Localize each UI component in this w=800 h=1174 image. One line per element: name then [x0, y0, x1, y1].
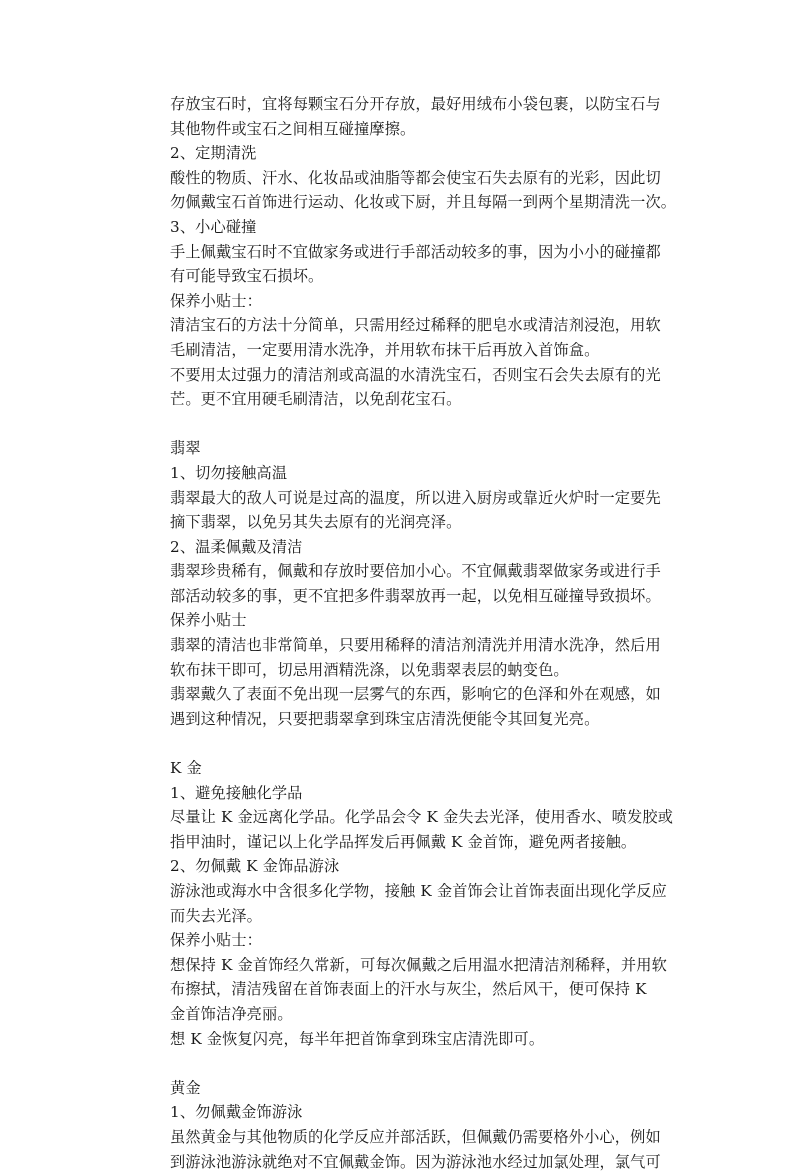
- section-gemstone-care: [170, 92, 690, 412]
- tips-label: 保养小贴士：: [170, 291, 263, 310]
- document-page: [170, 92, 690, 1174]
- text-line: 翡翠珍贵稀有，佩戴和存放时要倍加小心。不宜佩戴翡翠做家务或进行手: [170, 562, 661, 581]
- text-line: 有可能导致宝石损坏。: [170, 267, 324, 286]
- text-line: 部活动较多的事，更不宜把多件翡翠放再一起，以免相互碰撞导致损坏。: [170, 586, 661, 605]
- text-line: 翡翠的清洁也非常简单，只要用稀释的清洁剂清洗并用清水洗净，然后用: [170, 636, 661, 655]
- subheading: 2、勿佩戴 K 金饰品游泳: [170, 857, 340, 876]
- text-line: 尽量让 K 金远离化学品。化学品会令 K 金失去光泽，使用香水、喷发胶或: [170, 808, 674, 827]
- text-line: 遇到这种情况，只要把翡翠拿到珠宝店清洗便能令其回复光亮。: [170, 709, 600, 728]
- text-line: 布擦拭，清洁残留在首饰表面上的汗水与灰尘，然后风干，便可保持 K: [170, 980, 647, 999]
- text-line: 勿佩戴宝石首饰进行运动、化妆或下厨，并且每隔一到两个星期清洗一次。: [170, 193, 677, 212]
- section-k-gold: [170, 756, 690, 1051]
- text-line: 虽然黄金与其他物质的化学反应并部活跃，但佩戴仍需要格外小心，例如: [170, 1127, 661, 1146]
- text-line: 想 K 金恢复闪亮，每半年把首饰拿到珠宝店清洗即可。: [170, 1029, 545, 1048]
- text-line: 金首饰洁净亮丽。: [170, 1004, 293, 1023]
- subheading: 3、小心碰撞: [170, 217, 257, 236]
- section-spacer: [170, 1051, 690, 1076]
- subheading: 1、切勿接触高温: [170, 463, 288, 482]
- subheading: 1、避免接触化学品: [170, 783, 303, 802]
- tips-label: 保养小贴士：: [170, 931, 263, 950]
- text-line: 毛刷清洁，一定要用清水洗净，并用软布抹干后再放入首饰盒。: [170, 340, 600, 359]
- text-line: 酸性的物质、汗水、化妆品或油脂等都会使宝石失去原有的光彩，因此切: [170, 168, 661, 187]
- text-line: 想保持 K 金首饰经久常新，可每次佩戴之后用温水把清洁剂稀释，并用软: [170, 955, 667, 974]
- text-line: 不要用太过强力的清洁剂或高温的水清洗宝石，否则宝石会失去原有的光: [170, 365, 661, 384]
- text-line: 到游泳池游泳就绝对不宜佩戴金饰。因为游泳池水经过加氯处理，氯气可: [170, 1152, 661, 1171]
- text-line: 存放宝石时，宜将每颗宝石分开存放，最好用绒布小袋包裹，以防宝石与: [170, 95, 661, 113]
- section-heading: 翡翠: [170, 439, 201, 458]
- text-line: 摘下翡翠，以免另其失去原有的光润亮泽。: [170, 513, 462, 532]
- subheading: 2、温柔佩戴及清洁: [170, 537, 303, 556]
- section-heading: 黄金: [170, 1078, 201, 1097]
- text-line: 手上佩戴宝石时不宜做家务或进行手部活动较多的事，因为小小的碰撞都: [170, 242, 661, 261]
- text-line: 翡翠最大的敌人可说是过高的温度，所以进入厨房或靠近火炉时一定要先: [170, 488, 661, 507]
- text-line: 指甲油时，谨记以上化学品挥发后再佩戴 K 金首饰，避免两者接触。: [170, 832, 637, 851]
- section-spacer: [170, 731, 690, 756]
- subheading: 2、定期清洗: [170, 144, 257, 163]
- section-heading: K 金: [170, 759, 202, 778]
- text-line: 芒。更不宜用硬毛刷清洁，以免刮花宝石。: [170, 390, 462, 409]
- text-line: 其他物件或宝石之间相互碰撞摩擦。: [170, 119, 416, 138]
- subheading: 1、勿佩戴金饰游泳: [170, 1103, 303, 1122]
- section-spacer: [170, 412, 690, 437]
- text-line: 而失去光泽。: [170, 906, 263, 925]
- text-line: 清洁宝石的方法十分简单，只需用经过稀释的肥皂水或清洁剂浸泡，用软: [170, 316, 661, 335]
- text-line: 翡翠戴久了表面不免出现一层雾气的东西，影响它的色泽和外在观感，如: [170, 685, 661, 704]
- section-gold: [170, 1076, 690, 1174]
- tips-label: 保养小贴士: [170, 611, 247, 630]
- text-line: 软布抹干即可，切忌用酒精洗涤，以免翡翠表层的蚋变色。: [170, 660, 569, 679]
- section-jade: [170, 436, 690, 731]
- text-line: 游泳池或海水中含很多化学物，接触 K 金首饰会让首饰表面出现化学反应: [170, 882, 667, 900]
